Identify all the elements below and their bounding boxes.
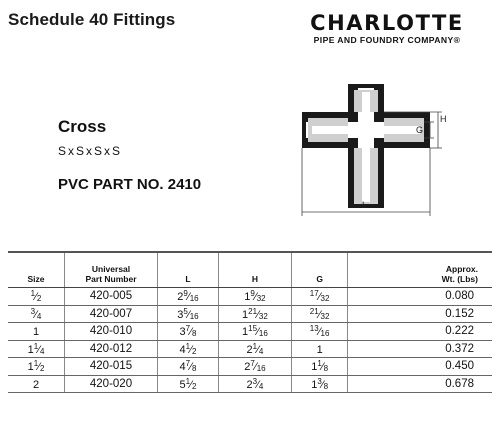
l-fraction-slash: ⁄ [187, 291, 190, 304]
g-whole: 1 [311, 361, 318, 374]
l-numerator: 1 [185, 376, 191, 386]
l-fraction-slash: ⁄ [190, 326, 192, 339]
column-header-l: L [158, 253, 219, 288]
part-number: PVC PART NO. 2410 [58, 176, 202, 193]
column-header-part-number [65, 253, 158, 288]
h-fraction-slash: ⁄ [254, 291, 257, 304]
l-fraction-slash: ⁄ [190, 361, 192, 374]
h-numerator: 9 [250, 289, 255, 299]
cell-g [291, 305, 347, 323]
g-value [311, 361, 328, 373]
table-row [8, 305, 492, 323]
dimension-label-l: L [362, 200, 368, 210]
dimension-label-g: G [416, 125, 424, 135]
cell-part-number: 420-020 [65, 375, 158, 393]
table-row [8, 375, 492, 393]
cell-size [8, 375, 65, 393]
cell-l [158, 358, 219, 376]
size-whole: 1 [27, 343, 34, 356]
g-fraction-slash: ⁄ [318, 308, 321, 321]
size-denominator: 4 [39, 346, 45, 356]
h-fraction-slash: ⁄ [257, 378, 259, 391]
cell-size [8, 323, 65, 341]
h-whole: 2 [246, 378, 253, 391]
l-whole: 4 [179, 361, 186, 374]
cell-h [218, 340, 291, 358]
column-header-weight-line1: Approx. [445, 264, 478, 274]
g-denominator: 32 [320, 294, 330, 304]
size-value [28, 361, 45, 373]
column-header-part-number-line1: Universal [91, 264, 131, 274]
l-numerator: 9 [183, 289, 188, 299]
cell-g [291, 288, 347, 306]
table-row [8, 323, 492, 341]
cell-h [218, 288, 291, 306]
cell-l [158, 323, 219, 341]
g-denominator: 8 [323, 364, 329, 374]
logo-subtitle: PIPE AND FOUNDRY COMPANY® [313, 35, 461, 45]
l-whole: 2 [177, 291, 184, 304]
g-fraction-slash: ⁄ [318, 291, 321, 304]
l-denominator: 2 [191, 381, 197, 391]
g-whole: 1 [316, 343, 323, 356]
cell-weight: 0.372 [348, 340, 492, 358]
size-value [33, 379, 39, 391]
l-numerator: 1 [185, 341, 191, 351]
g-denominator: 16 [320, 329, 330, 339]
h-numerator: 7 [250, 359, 255, 369]
size-value [27, 341, 45, 356]
column-header-weight [348, 253, 492, 288]
l-numerator: 7 [185, 324, 191, 334]
h-value [246, 341, 264, 356]
g-fraction-slash: ⁄ [318, 326, 321, 339]
g-value [311, 376, 329, 391]
logo-name: CHARLOTTE [310, 11, 464, 35]
h-value [242, 326, 268, 338]
h-whole: 1 [242, 308, 249, 321]
h-denominator: 4 [258, 381, 264, 391]
l-fraction-slash: ⁄ [190, 378, 192, 391]
cell-part-number: 420-010 [65, 323, 158, 341]
g-numerator: 17 [309, 289, 319, 299]
size-numerator: 1 [33, 341, 39, 351]
company-logo [282, 12, 492, 45]
h-denominator: 32 [258, 311, 268, 321]
g-denominator: 8 [323, 381, 329, 391]
cell-size [8, 288, 65, 306]
l-value [177, 306, 199, 321]
cell-h [218, 375, 291, 393]
l-whole: 4 [179, 343, 186, 356]
g-fraction-slash: ⁄ [321, 378, 324, 391]
table-header-row [8, 253, 492, 288]
h-value [244, 361, 265, 373]
l-numerator: 5 [183, 306, 188, 316]
size-whole: 2 [32, 378, 40, 391]
l-numerator: 7 [185, 359, 191, 369]
h-numerator: 1 [252, 341, 258, 351]
h-fraction-slash: ⁄ [257, 326, 259, 339]
h-whole: 1 [244, 291, 251, 304]
size-numerator: 1 [33, 359, 39, 369]
table-body [8, 288, 492, 393]
g-value [310, 291, 330, 303]
h-numerator: 21 [248, 306, 258, 316]
cell-g [291, 358, 347, 376]
g-numerator: 13 [309, 324, 319, 334]
cell-part-number: 420-012 [65, 340, 158, 358]
g-whole: 1 [311, 378, 318, 391]
g-fraction-slash: ⁄ [321, 361, 324, 374]
h-denominator: 16 [256, 364, 266, 374]
cell-size [8, 358, 65, 376]
l-denominator: 8 [191, 364, 197, 374]
size-fraction-slash: ⁄ [35, 308, 37, 321]
cell-h [218, 305, 291, 323]
table-row [8, 358, 492, 376]
l-whole: 3 [177, 308, 184, 321]
cell-l [158, 340, 219, 358]
size-denominator: 4 [36, 311, 42, 321]
h-denominator: 16 [258, 329, 268, 339]
column-header-g: G [291, 253, 347, 288]
size-value [33, 326, 39, 338]
l-value [179, 341, 197, 356]
h-whole: 1 [242, 326, 249, 339]
g-numerator: 3 [317, 376, 322, 386]
h-numerator: 15 [248, 324, 258, 334]
h-denominator: 4 [258, 346, 264, 356]
l-denominator: 8 [191, 329, 197, 339]
page-title: Schedule 40 Fittings [8, 10, 176, 29]
size-denominator: 2 [39, 364, 45, 374]
g-numerator: 21 [309, 306, 319, 316]
h-fraction-slash: ⁄ [254, 361, 257, 374]
column-header-h: H [218, 253, 291, 288]
column-header-weight-line2: Wt. (Lbs) [441, 274, 478, 284]
cell-g [291, 375, 347, 393]
cell-weight: 0.678 [348, 375, 492, 393]
l-denominator: 16 [189, 311, 199, 321]
cell-g [291, 323, 347, 341]
g-value [317, 344, 323, 356]
cell-weight: 0.152 [348, 305, 492, 323]
g-value [310, 326, 330, 338]
cell-size [8, 340, 65, 358]
cell-weight: 0.222 [348, 323, 492, 341]
cell-weight: 0.080 [348, 288, 492, 306]
cell-size [8, 305, 65, 323]
h-value [246, 376, 264, 391]
size-value [31, 291, 42, 303]
g-value [309, 306, 330, 321]
cell-l [158, 375, 219, 393]
l-value [179, 376, 197, 391]
size-numerator: 3 [30, 306, 36, 316]
cell-h [218, 323, 291, 341]
l-value [180, 361, 197, 373]
cell-part-number: 420-015 [65, 358, 158, 376]
size-whole: 1 [27, 361, 34, 374]
h-fraction-slash: ⁄ [257, 308, 259, 321]
h-value [242, 306, 268, 321]
size-whole: 1 [32, 326, 40, 339]
size-denominator: 2 [36, 294, 42, 304]
l-whole: 3 [179, 326, 186, 339]
g-denominator: 32 [320, 311, 330, 321]
cell-g [291, 340, 347, 358]
size-numerator: 1 [30, 289, 36, 299]
g-numerator: 1 [317, 359, 322, 369]
h-fraction-slash: ⁄ [257, 343, 259, 356]
cross-fitting-drawing [292, 82, 452, 222]
h-numerator: 3 [252, 376, 258, 386]
dimension-label-h: H [440, 114, 447, 124]
cell-weight: 0.450 [348, 358, 492, 376]
l-fraction-slash: ⁄ [190, 343, 192, 356]
h-denominator: 32 [256, 294, 266, 304]
column-header-part-number-line2: Part Number [85, 274, 137, 284]
dimensions-table [8, 253, 492, 393]
l-denominator: 2 [191, 346, 197, 356]
l-denominator: 16 [189, 294, 199, 304]
cell-h [218, 358, 291, 376]
l-fraction-slash: ⁄ [187, 308, 190, 321]
cell-part-number: 420-007 [65, 305, 158, 323]
size-fraction-slash: ⁄ [35, 291, 37, 304]
size-value [30, 306, 42, 321]
size-fraction-slash: ⁄ [38, 343, 40, 356]
table-row [8, 288, 492, 306]
l-value [177, 291, 198, 303]
cell-l [158, 305, 219, 323]
size-fraction-slash: ⁄ [38, 361, 40, 374]
cell-part-number: 420-005 [65, 288, 158, 306]
h-whole: 2 [244, 361, 251, 374]
l-whole: 5 [179, 378, 186, 391]
column-header-size: Size [8, 253, 65, 288]
cross-fitting-body [302, 84, 430, 208]
h-whole: 2 [246, 343, 253, 356]
l-value [180, 326, 197, 338]
cell-l [158, 288, 219, 306]
h-value [244, 291, 265, 303]
part-spec: SxSxSxS [58, 144, 123, 158]
part-name: Cross [58, 117, 107, 136]
table-row [8, 340, 492, 358]
